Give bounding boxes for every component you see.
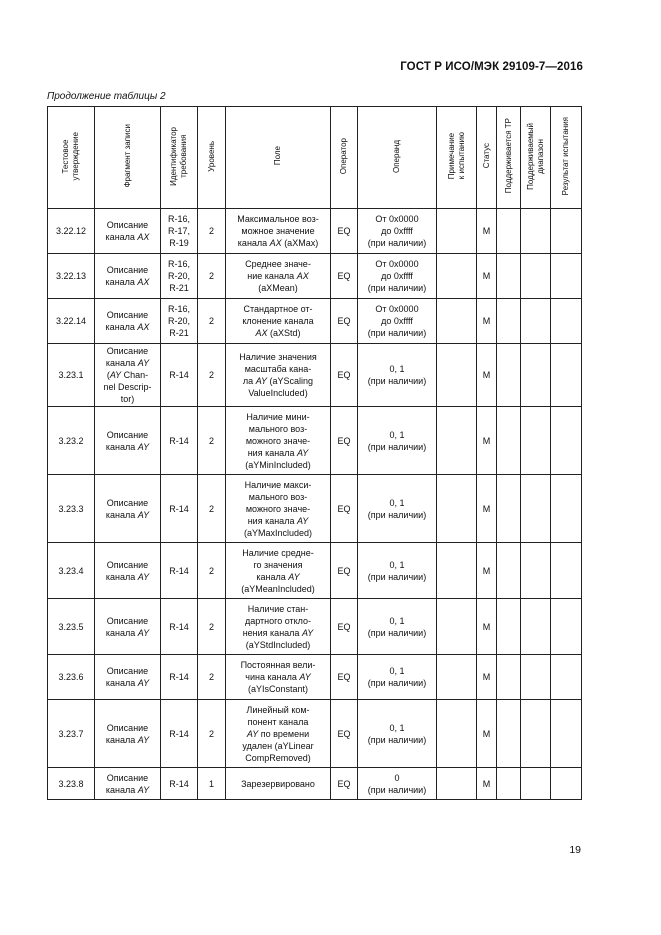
cell-test-assertion: 3.22.12: [48, 209, 95, 254]
table-row: [48, 299, 582, 344]
column-header-label: Тестовое утверждение: [61, 131, 80, 181]
cell-operator: EQ: [331, 655, 358, 700]
cell-operand: От 0x0000 до 0xffff (при наличии): [358, 254, 437, 299]
column-header-record-fragment: [95, 107, 161, 209]
cell-supported-range: [521, 344, 551, 407]
cell-record-fragment: Описание канала AY (AY Chan- nel Descrip- tor): [95, 344, 161, 407]
table-row: [48, 254, 582, 299]
table-header-row: [48, 107, 582, 209]
cell-record-fragment: Описание канала AY: [95, 599, 161, 655]
column-header-label: Операнд: [392, 139, 401, 173]
cell-test-note: [437, 299, 477, 344]
cell-operand: От 0x0000 до 0xffff (при наличии): [358, 209, 437, 254]
column-header-label: Поддерживается ТР: [503, 118, 513, 194]
column-header-label: Примечание к испытанию: [446, 132, 466, 180]
cell-test-result: [551, 543, 582, 599]
cell-supported-range: [521, 655, 551, 700]
cell-test-assertion: 3.23.8: [48, 768, 95, 800]
cell-operand: 0, 1 (при наличии): [358, 599, 437, 655]
cell-test-assertion: 3.22.14: [48, 299, 95, 344]
column-header-supported-range: [521, 107, 551, 209]
cell-level: 2: [198, 209, 226, 254]
cell-test-note: [437, 599, 477, 655]
column-header-tp-supported: [497, 107, 521, 209]
column-header-level: [198, 107, 226, 209]
cell-status: M: [477, 655, 497, 700]
cell-operand: 0, 1 (при наличии): [358, 543, 437, 599]
cell-status: M: [477, 254, 497, 299]
cell-status: M: [477, 299, 497, 344]
cell-field: Линейный ком- понент канала AY по времени удален (aYLinear CompRemoved): [226, 700, 331, 768]
cell-test-result: [551, 209, 582, 254]
cell-operator: EQ: [331, 254, 358, 299]
table-row: [48, 700, 582, 768]
cell-test-note: [437, 768, 477, 800]
cell-tp-supported: [497, 700, 521, 768]
cell-requirement-id: R-16, R-17, R-19: [161, 209, 198, 254]
cell-test-result: [551, 344, 582, 407]
cell-level: 2: [198, 543, 226, 599]
cell-record-fragment: Описание канала AX: [95, 299, 161, 344]
column-header-label: Фрагмент записи: [122, 124, 132, 188]
table-row: [48, 599, 582, 655]
cell-record-fragment: Описание канала AX: [95, 209, 161, 254]
cell-operator: EQ: [331, 299, 358, 344]
cell-operator: EQ: [331, 599, 358, 655]
cell-test-assertion: 3.23.7: [48, 700, 95, 768]
cell-test-result: [551, 299, 582, 344]
cell-requirement-id: R-16, R-20, R-21: [161, 254, 198, 299]
cell-status: M: [477, 209, 497, 254]
cell-requirement-id: R-14: [161, 700, 198, 768]
cell-record-fragment: Описание канала AY: [95, 543, 161, 599]
cell-requirement-id: R-16, R-20, R-21: [161, 299, 198, 344]
cell-test-assertion: 3.22.13: [48, 254, 95, 299]
cell-field: Наличие значения масштаба кана- ла AY (aYScaling ValueIncluded): [226, 344, 331, 407]
page-number: 19: [569, 844, 581, 856]
cell-status: M: [477, 768, 497, 800]
column-header-label: Статус: [481, 143, 491, 169]
table-body: [48, 209, 582, 800]
cell-supported-range: [521, 543, 551, 599]
cell-test-note: [437, 700, 477, 768]
column-header-requirement-id: [161, 107, 198, 209]
table-row: [48, 543, 582, 599]
column-header-operand: [358, 107, 437, 209]
column-header-label: Оператор: [339, 137, 348, 175]
column-header-test-result: [551, 107, 582, 209]
cell-status: M: [477, 599, 497, 655]
cell-test-note: [437, 543, 477, 599]
cell-status: M: [477, 543, 497, 599]
cell-level: 2: [198, 475, 226, 543]
cell-operand: 0, 1 (при наличии): [358, 344, 437, 407]
column-header-test-assertion: [48, 107, 95, 209]
cell-requirement-id: R-14: [161, 475, 198, 543]
cell-supported-range: [521, 254, 551, 299]
cell-tp-supported: [497, 344, 521, 407]
cell-tp-supported: [497, 475, 521, 543]
column-header-test-note: [437, 107, 477, 209]
cell-supported-range: [521, 599, 551, 655]
column-header-label: Поддерживаемый диапазон: [525, 122, 545, 190]
cell-tp-supported: [497, 407, 521, 475]
cell-operand: 0 (при наличии): [358, 768, 437, 800]
cell-status: M: [477, 475, 497, 543]
cell-field: Среднее значе- ние канала AX (aXMean): [226, 254, 331, 299]
cell-test-note: [437, 475, 477, 543]
cell-operator: EQ: [331, 768, 358, 800]
document-header: ГОСТ Р ИСО/МЭК 29109-7—2016: [400, 61, 583, 73]
table-row: [48, 344, 582, 407]
cell-test-note: [437, 655, 477, 700]
cell-requirement-id: R-14: [161, 768, 198, 800]
cell-record-fragment: Описание канала AY: [95, 407, 161, 475]
cell-test-assertion: 3.23.1: [48, 344, 95, 407]
column-header-operator: [331, 107, 358, 209]
cell-level: 2: [198, 344, 226, 407]
cell-test-result: [551, 599, 582, 655]
cell-field: Наличие макси- мального воз- можного значе- ния канала AY (aYMaxIncluded): [226, 475, 331, 543]
cell-status: M: [477, 700, 497, 768]
cell-field: Наличие стан- дартного откло- нения канала AY (aYStdIncluded): [226, 599, 331, 655]
cell-test-result: [551, 768, 582, 800]
column-header-field: [226, 107, 331, 209]
cell-test-result: [551, 655, 582, 700]
cell-status: M: [477, 407, 497, 475]
column-header-label: Уровень: [206, 140, 216, 172]
cell-record-fragment: Описание канала AX: [95, 254, 161, 299]
cell-test-note: [437, 209, 477, 254]
cell-tp-supported: [497, 599, 521, 655]
cell-operand: От 0x0000 до 0xffff (при наличии): [358, 299, 437, 344]
cell-supported-range: [521, 475, 551, 543]
cell-operator: EQ: [331, 209, 358, 254]
cell-tp-supported: [497, 655, 521, 700]
cell-tp-supported: [497, 768, 521, 800]
table-caption: Продолжение таблицы 2: [47, 91, 166, 102]
column-header-status: [477, 107, 497, 209]
cell-supported-range: [521, 768, 551, 800]
cell-test-result: [551, 475, 582, 543]
cell-requirement-id: R-14: [161, 344, 198, 407]
cell-operator: EQ: [331, 475, 358, 543]
cell-field: Максимальное воз- можное значение канала AX (aXMax): [226, 209, 331, 254]
cell-level: 2: [198, 299, 226, 344]
cell-test-assertion: 3.23.3: [48, 475, 95, 543]
table-row: [48, 209, 582, 254]
cell-record-fragment: Описание канала AY: [95, 700, 161, 768]
cell-requirement-id: R-14: [161, 543, 198, 599]
cell-level: 2: [198, 700, 226, 768]
cell-level: 2: [198, 407, 226, 475]
cell-operator: EQ: [331, 344, 358, 407]
test-assertions-table: [47, 106, 582, 800]
cell-operator: EQ: [331, 700, 358, 768]
cell-record-fragment: Описание канала AY: [95, 655, 161, 700]
cell-test-assertion: 3.23.2: [48, 407, 95, 475]
cell-test-note: [437, 407, 477, 475]
table-row: [48, 655, 582, 700]
cell-field: Наличие средне- го значения канала AY (aYMeanIncluded): [226, 543, 331, 599]
cell-requirement-id: R-14: [161, 407, 198, 475]
cell-field: Стандартное от- клонение канала AX (aXStd): [226, 299, 331, 344]
cell-tp-supported: [497, 254, 521, 299]
cell-operand: 0, 1 (при наличии): [358, 700, 437, 768]
cell-test-note: [437, 254, 477, 299]
cell-operand: 0, 1 (при наличии): [358, 407, 437, 475]
cell-operator: EQ: [331, 543, 358, 599]
cell-operand: 0, 1 (при наличии): [358, 655, 437, 700]
cell-level: 2: [198, 655, 226, 700]
cell-requirement-id: R-14: [161, 599, 198, 655]
cell-test-result: [551, 700, 582, 768]
cell-tp-supported: [497, 543, 521, 599]
cell-test-assertion: 3.23.4: [48, 543, 95, 599]
column-header-label: Идентификатор требования: [169, 126, 188, 186]
cell-operator: EQ: [331, 407, 358, 475]
column-header-label: Поле: [273, 146, 282, 166]
cell-record-fragment: Описание канала AY: [95, 475, 161, 543]
cell-requirement-id: R-14: [161, 655, 198, 700]
cell-field: Постоянная вели- чина канала AY (aYIsConstant): [226, 655, 331, 700]
cell-field: Наличие мини- мального воз- можного значе- ния канала AY (aYMinIncluded): [226, 407, 331, 475]
cell-tp-supported: [497, 209, 521, 254]
table-row: [48, 475, 582, 543]
cell-record-fragment: Описание канала AY: [95, 768, 161, 800]
cell-operand: 0, 1 (при наличии): [358, 475, 437, 543]
cell-test-assertion: 3.23.6: [48, 655, 95, 700]
cell-test-result: [551, 254, 582, 299]
cell-level: 2: [198, 254, 226, 299]
cell-supported-range: [521, 407, 551, 475]
cell-test-assertion: 3.23.5: [48, 599, 95, 655]
cell-supported-range: [521, 700, 551, 768]
column-header-label: Результат испытания: [561, 116, 570, 196]
cell-tp-supported: [497, 299, 521, 344]
cell-supported-range: [521, 299, 551, 344]
table-row: [48, 407, 582, 475]
table-row: [48, 768, 582, 800]
cell-status: M: [477, 344, 497, 407]
cell-test-result: [551, 407, 582, 475]
cell-level: 1: [198, 768, 226, 800]
cell-test-note: [437, 344, 477, 407]
cell-level: 2: [198, 599, 226, 655]
cell-supported-range: [521, 209, 551, 254]
cell-field: Зарезервировано: [226, 768, 331, 800]
